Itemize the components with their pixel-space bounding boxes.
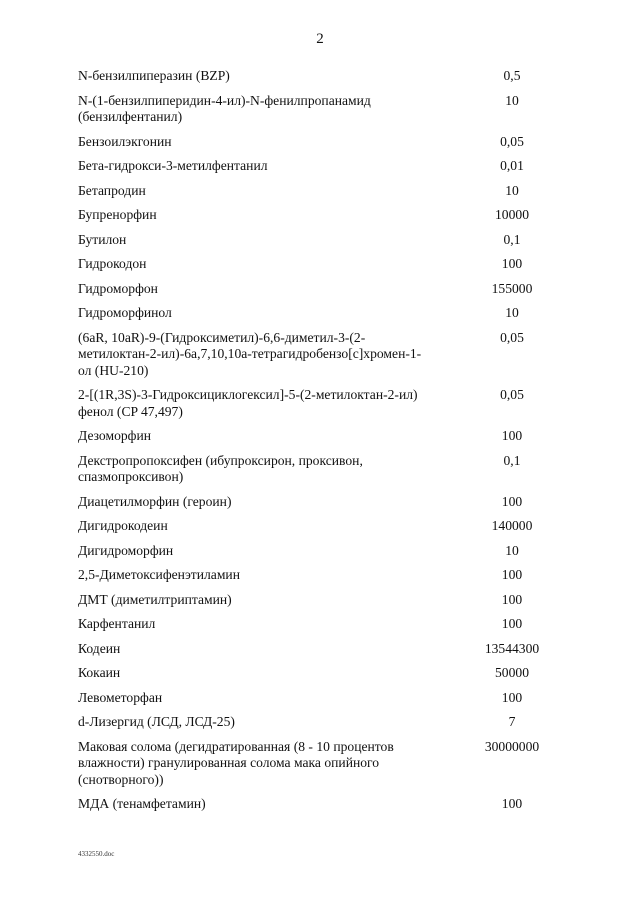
table-row	[78, 590, 578, 615]
substance-quantity: 100	[501, 256, 523, 271]
substance-name: МДА (тенамфетамин)	[78, 796, 206, 811]
substance-name: Маковая солома (дегидратированная (8 - 10 процентов влажности) гранулированная солома мака опийного (снотворного))	[78, 738, 394, 787]
substance-quantity: 0,1	[503, 452, 521, 468]
substance-quantity: 100	[501, 591, 523, 607]
table-row	[78, 565, 578, 590]
page-number: 2	[316, 31, 324, 47]
substance-table	[78, 66, 578, 819]
substance-quantity: 10	[505, 305, 519, 320]
substance-name: Гидрокодон	[78, 256, 147, 271]
substance-name: Дигидрокодеин	[78, 518, 168, 533]
table-row	[78, 663, 578, 688]
substance-quantity: 100	[501, 616, 523, 631]
table-row	[78, 541, 578, 566]
substance-name: Бупренорфин	[78, 207, 157, 222]
table-row	[78, 181, 578, 206]
substance-quantity: 10	[505, 92, 519, 108]
table-row	[78, 205, 578, 230]
substance-quantity: 100	[501, 428, 523, 443]
substance-quantity: 0,05	[500, 387, 524, 402]
substance-name: N-бензилпиперазин (BZP)	[78, 68, 230, 83]
substance-name: 2,5-Диметоксифенэтиламин	[78, 567, 240, 582]
table-row	[78, 737, 578, 795]
substance-quantity: 0,05	[500, 133, 524, 149]
substance-quantity: 140000	[491, 518, 533, 533]
substance-name: Гидроморфинол	[78, 305, 172, 320]
substance-name: Дезоморфин	[78, 428, 152, 443]
table-row	[78, 230, 578, 255]
substance-name: 2-[(1R,3S)-3-Гидроксициклогексил]-5-(2-метилоктан-2-ил) фенол (CP 47,497)	[78, 387, 418, 419]
table-row	[78, 254, 578, 279]
substance-name: Диацетилморфин (героин)	[78, 493, 232, 509]
table-row	[78, 639, 578, 664]
substance-quantity: 0,5	[503, 68, 521, 83]
table-row	[78, 688, 578, 713]
substance-quantity: 0,1	[503, 231, 521, 247]
substance-name: Бета-гидрокси-3-метилфентанил	[78, 158, 268, 173]
table-row	[78, 279, 578, 304]
substance-quantity: 100	[501, 796, 523, 811]
table-row	[78, 328, 578, 386]
substance-name: (6aR, 10aR)-9-(Гидроксиметил)-6,6-диметил-3-(2-метилоктан-2-ил)-6a,7,10,10a-тетрагидробензо[c]хромен-1-ол (HU-210)	[78, 329, 422, 378]
table-row	[78, 614, 578, 639]
substance-quantity: 10	[505, 182, 519, 198]
table-row	[78, 451, 578, 492]
substance-quantity: 0,05	[500, 329, 524, 345]
table-row	[78, 516, 578, 541]
substance-name: Кокаин	[78, 665, 121, 680]
table-row	[78, 303, 578, 328]
substance-name: Бетапродин	[78, 182, 146, 198]
file-name-footer: 4332550.doc	[78, 850, 115, 858]
table-row	[78, 385, 578, 426]
table-row	[78, 492, 578, 517]
substance-quantity: 50000	[495, 665, 529, 680]
substance-name: Гидроморфон	[78, 280, 158, 296]
substance-quantity: 100	[501, 493, 523, 509]
substance-name: Левометорфан	[78, 689, 163, 705]
substance-name: Карфентанил	[78, 616, 156, 631]
substance-quantity: 10	[505, 542, 519, 558]
substance-quantity: 100	[501, 689, 523, 705]
substance-name: Дигидроморфин	[78, 542, 174, 558]
substance-name: Кодеин	[78, 640, 121, 656]
substance-quantity: 13544300	[484, 640, 540, 656]
substance-quantity: 7	[508, 714, 516, 729]
substance-quantity: 10000	[495, 207, 529, 222]
substance-name: Бутилон	[78, 231, 127, 247]
substance-quantity: 100	[501, 567, 523, 582]
substance-name: N-(1-бензилпиперидин-4-ил)-N-фенилпропанамид (бензилфентанил)	[78, 92, 371, 124]
table-row	[78, 66, 578, 91]
substance-name: ДМТ (диметилтриптамин)	[78, 591, 232, 607]
substance-name: d-Лизергид (ЛСД, ЛСД-25)	[78, 714, 235, 729]
table-row	[78, 156, 578, 181]
table-row	[78, 712, 578, 737]
substance-name: Декстропропоксифен (ибупроксирон, проксивон, спазмопроксивон)	[78, 452, 363, 484]
table-row	[78, 794, 578, 819]
substance-quantity: 30000000	[484, 738, 540, 754]
table-row	[78, 132, 578, 157]
table-row	[78, 91, 578, 132]
substance-quantity: 0,01	[500, 158, 524, 173]
substance-name: Бензоилэкгонин	[78, 133, 172, 149]
substance-quantity: 155000	[491, 280, 533, 296]
table-row	[78, 426, 578, 451]
